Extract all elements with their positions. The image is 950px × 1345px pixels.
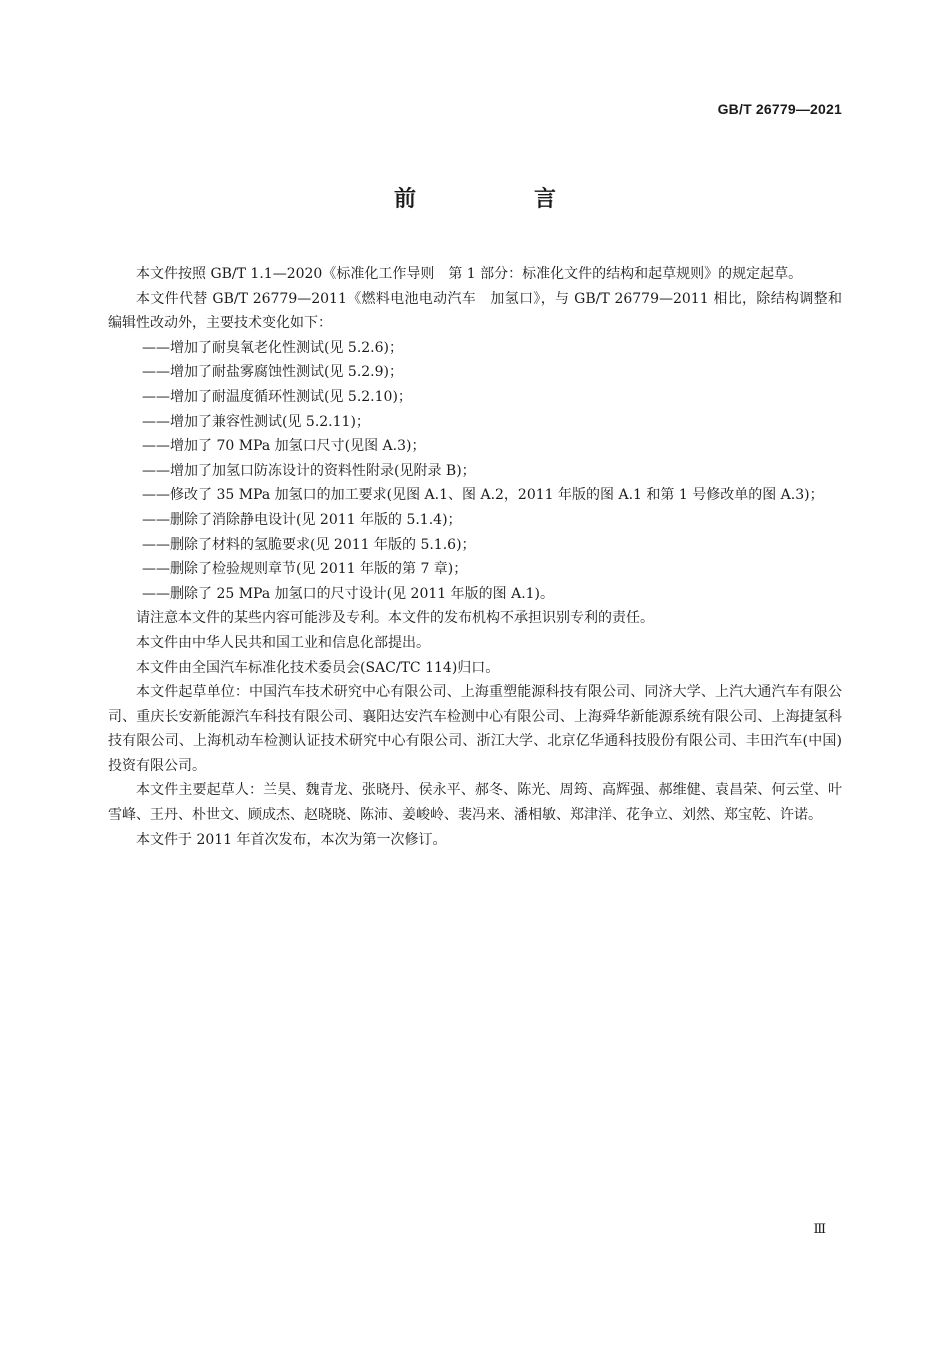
intro-paragraph: 本文件代替 GB/T 26779—2011《燃料电池电动汽车 加氢口》，与 GB/T 26779—2011 相比，除结构调整和编辑性改动外，主要技术变化如下： [108, 290, 842, 332]
change-item: ——修改了 35 MPa 加氢口的加工要求(见图 A.1、图 A.2，2011 年版的图 A.1 和第 1 号修改单的图 A.3)； [142, 487, 824, 504]
section-title: 前 言 [393, 187, 604, 212]
change-item: ——删除了检验规则章节(见 2011 年版的第 7 章)； [142, 561, 468, 578]
change-item: ——删除了材料的氢脆要求(见 2011 年版的 5.1.6)； [142, 536, 476, 553]
change-item: ——增加了加氢口防冻设计的资料性附录(见附录 B)； [142, 462, 476, 479]
change-item: ——增加了耐温度循环性测试(见 5.2.10)； [142, 388, 412, 405]
change-item: ——增加了耐盐雾腐蚀性测试(见 5.2.9)； [142, 364, 403, 381]
change-item: ——删除了消除静电设计(见 2011 年版的 5.1.4)； [142, 511, 462, 528]
change-item: ——增加了 70 MPa 加氢口尺寸(见图 A.3)； [142, 438, 426, 455]
change-item: ——删除了 25 MPa 加氢口的尺寸设计(见 2011 年版的图 A.1)。 [142, 585, 555, 602]
publication-history: 本文件于 2011 年首次发布，本次为第一次修订。 [136, 831, 447, 848]
preface-body [108, 262, 842, 852]
changes-list [108, 336, 842, 607]
drafting-units: 本文件起草单位：中国汽车技术研究中心有限公司、上海重塑能源科技有限公司、同济大学、上汽大通汽车有限公司、重庆长安新能源汽车科技有限公司、襄阳达安汽车检测中心有限公司、上海舜华新能源系统有限公司、上海捷氢科技有限公司、上海机动车检测认证技术研究中心有限公司、浙江大学、北京亿华通科技股份有限公司、丰田汽车(中国)投资有限公司。 [108, 684, 842, 774]
patent-notice: 请注意本文件的某些内容可能涉及专利。本文件的发布机构不承担识别专利的责任。 [136, 610, 654, 627]
page-number: Ⅲ [813, 1222, 826, 1237]
change-item: ——增加了耐臭氧老化性测试(见 5.2.6)； [142, 339, 403, 356]
intro-paragraph: 本文件按照 GB/T 1.1—2020《标准化工作导则 第 1 部分：标准化文件的结构和起草规则》的规定起草。 [136, 266, 803, 282]
main-drafters: 本文件主要起草人：兰昊、魏青龙、张晓丹、侯永平、郝冬、陈光、周筠、高辉强、郝维健、袁昌荣、何云堂、叶雪峰、王丹、朴世文、顾成杰、赵晓晓、陈沛、姜峻岭、裴冯来、潘相敏、郑津洋、花争立、刘然、郑宝乾、许诺。 [108, 782, 842, 824]
centralized-unit-statement: 本文件由全国汽车标准化技术委员会(SAC/TC 114)归口。 [136, 659, 500, 676]
standard-code-header: GB/T 26779—2021 [717, 101, 842, 117]
proposer-statement: 本文件由中华人民共和国工业和信息化部提出。 [136, 634, 430, 651]
change-item: ——增加了兼容性测试(见 5.2.11)； [142, 413, 370, 430]
